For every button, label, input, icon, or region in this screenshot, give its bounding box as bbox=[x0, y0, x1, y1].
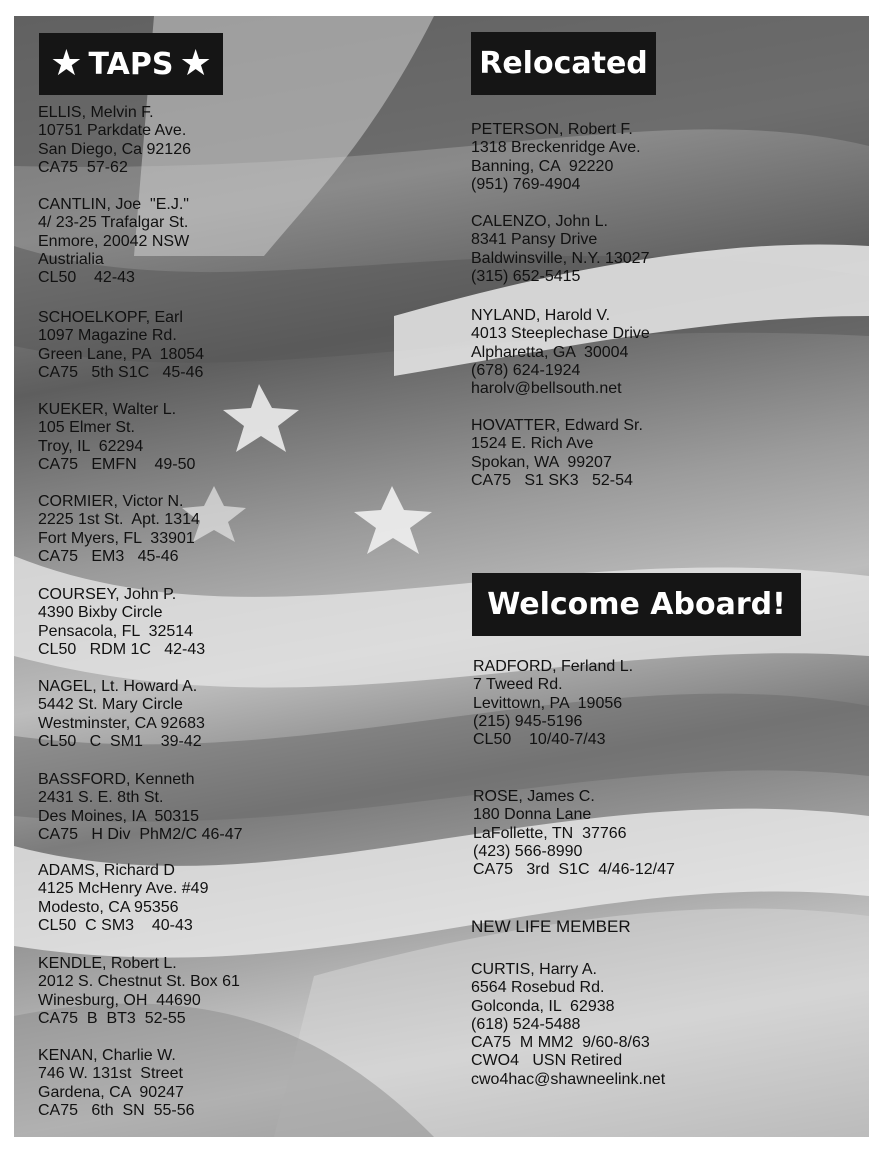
entry-line: Baldwinsville, N.Y. 13027 bbox=[471, 249, 650, 267]
entry-line: Fort Myers, FL 33901 bbox=[38, 529, 195, 547]
entry-line: CORMIER, Victor N. bbox=[38, 493, 184, 510]
entry-line: BASSFORD, Kenneth bbox=[38, 771, 195, 788]
entry-line: CL50 C SM3 40-43 bbox=[38, 916, 193, 934]
entry-line: SCHOELKOPF, Earl bbox=[38, 309, 183, 326]
relocated-entry bbox=[471, 213, 649, 286]
entry-line: CA75 M MM2 9/60-8/63 bbox=[471, 1034, 650, 1052]
taps-title: TAPS bbox=[88, 46, 174, 82]
star-icon: ★ bbox=[50, 43, 83, 84]
entry-line: CWO4 USN Retired bbox=[471, 1052, 623, 1070]
entry-line[interactable]: cwo4hac@shawneelink.net bbox=[471, 1070, 666, 1088]
entry-line: CA75 6th SN 55-56 bbox=[38, 1101, 195, 1119]
entry-line: Spokan, WA 99207 bbox=[471, 453, 612, 471]
taps-entry bbox=[38, 862, 208, 935]
entry-line: Alpharetta, GA 30004 bbox=[471, 343, 629, 361]
relocated-entry bbox=[471, 417, 643, 490]
entry-line: Green Lane, PA 18054 bbox=[38, 345, 205, 363]
taps-entry bbox=[38, 771, 243, 844]
entry-line: San Diego, Ca 92126 bbox=[38, 140, 191, 158]
entry-line: Modesto, CA 95356 bbox=[38, 898, 179, 916]
entry-line: Troy, IL 62294 bbox=[38, 437, 144, 455]
entry-line: KENDLE, Robert L. bbox=[38, 955, 177, 972]
entry-line: 10751 Parkdate Ave. bbox=[38, 122, 187, 140]
welcome-entry bbox=[473, 658, 633, 749]
taps-entry bbox=[38, 586, 205, 659]
entry-line: RADFORD, Ferland L. bbox=[473, 658, 634, 675]
entry-line: Banning, CA 92220 bbox=[471, 157, 614, 175]
taps-entry bbox=[38, 678, 205, 751]
entry-line: CURTIS, Harry A. bbox=[471, 961, 597, 978]
entry-line: Levittown, PA 19056 bbox=[473, 694, 623, 712]
taps-entry bbox=[38, 401, 195, 474]
entry-line: Austrialia bbox=[38, 250, 104, 268]
relocated-header bbox=[471, 32, 656, 95]
star-decoration bbox=[223, 384, 299, 452]
entry-line[interactable]: harolv@bellsouth.net bbox=[471, 380, 622, 398]
entry-line: NAGEL, Lt. Howard A. bbox=[38, 678, 198, 695]
star-icon: ★ bbox=[179, 43, 212, 84]
entry-line: Pensacola, FL 32514 bbox=[38, 622, 194, 640]
entry-line: (678) 624-1924 bbox=[471, 361, 581, 379]
entry-line: CALENZO, John L. bbox=[471, 213, 608, 230]
entry-line: ELLIS, Melvin F. bbox=[38, 104, 154, 121]
taps-entry bbox=[38, 196, 189, 287]
entry-line: PETERSON, Robert F. bbox=[471, 121, 633, 138]
entry-line: ROSE, James C. bbox=[473, 788, 595, 805]
entry-line: (951) 769-4904 bbox=[471, 175, 581, 193]
entry-line: KENAN, Charlie W. bbox=[38, 1047, 176, 1064]
welcome-entry bbox=[473, 788, 675, 879]
entry-line: NYLAND, Harold V. bbox=[471, 307, 611, 324]
entry-line: 1318 Breckenridge Ave. bbox=[471, 139, 641, 157]
entry-line: 2431 S. E. 8th St. bbox=[38, 789, 164, 807]
entry-line: Gardena, CA 90247 bbox=[38, 1083, 184, 1101]
entry-line: CA75 S1 SK3 52-54 bbox=[471, 471, 633, 489]
entry-line: (423) 566-8990 bbox=[473, 842, 583, 860]
entry-line: Des Moines, IA 50315 bbox=[38, 807, 199, 825]
relocated-title: Relocated bbox=[479, 46, 648, 81]
entry-line: CA75 B BT3 52-55 bbox=[38, 1009, 186, 1027]
entry-line: CA75 EM3 45-46 bbox=[38, 547, 179, 565]
entry-line: 2225 1st St. Apt. 1314 bbox=[38, 511, 200, 529]
welcome-header bbox=[472, 573, 801, 636]
entry-line: 1524 E. Rich Ave bbox=[471, 435, 594, 453]
taps-entry bbox=[38, 1047, 195, 1120]
taps-entry bbox=[38, 955, 240, 1028]
entry-line: 8341 Pansy Drive bbox=[471, 231, 598, 249]
entry-line: (618) 524-5488 bbox=[471, 1015, 581, 1033]
entry-line: CL50 42-43 bbox=[38, 269, 135, 287]
entry-line: CA75 5th S1C 45-46 bbox=[38, 363, 204, 381]
welcome-title: Welcome Aboard! bbox=[487, 587, 786, 622]
entry-line: Enmore, 20042 NSW bbox=[38, 232, 190, 250]
entry-line: 2012 S. Chestnut St. Box 61 bbox=[38, 973, 240, 991]
entry-line: 105 Elmer St. bbox=[38, 419, 135, 437]
star-decoration bbox=[354, 486, 432, 554]
entry-line: 1097 Magazine Rd. bbox=[38, 327, 177, 345]
entry-line: CL50 10/40-7/43 bbox=[473, 731, 606, 749]
entry-line: 4013 Steeplechase Drive bbox=[471, 325, 650, 343]
entry-line: Westminster, CA 92683 bbox=[38, 714, 205, 732]
taps-entry bbox=[38, 104, 191, 177]
entry-line: CA75 H Div PhM2/C 46-47 bbox=[38, 825, 243, 843]
entry-line: 7 Tweed Rd. bbox=[473, 676, 563, 694]
relocated-entry bbox=[471, 307, 650, 398]
entry-line: CANTLIN, Joe "E.J." bbox=[38, 196, 189, 213]
entry-line: LaFollette, TN 37766 bbox=[473, 824, 627, 842]
entry-line: (315) 652-5415 bbox=[471, 267, 581, 285]
entry-line: 5442 St. Mary Circle bbox=[38, 696, 183, 714]
entry-line: CL50 C SM1 39-42 bbox=[38, 732, 202, 750]
entry-line: (215) 945-5196 bbox=[473, 712, 583, 730]
entry-line: 6564 Rosebud Rd. bbox=[471, 979, 605, 997]
entry-line: Winesburg, OH 44690 bbox=[38, 991, 201, 1009]
entry-line: CL50 RDM 1C 42-43 bbox=[38, 640, 206, 658]
taps-entry bbox=[38, 309, 204, 382]
taps-header bbox=[39, 33, 223, 95]
taps-entry bbox=[38, 493, 200, 566]
new-life-member-entry bbox=[471, 961, 665, 1089]
entry-line: KUEKER, Walter L. bbox=[38, 401, 177, 418]
entry-line: ADAMS, Richard D bbox=[38, 862, 175, 879]
entry-line: CA75 EMFN 49-50 bbox=[38, 455, 196, 473]
entry-line: 180 Donna Lane bbox=[473, 806, 592, 824]
entry-line: CA75 3rd S1C 4/46-12/47 bbox=[473, 861, 675, 879]
entry-line: HOVATTER, Edward Sr. bbox=[471, 417, 643, 434]
entry-line: 746 W. 131st Street bbox=[38, 1065, 183, 1083]
entry-line: 4390 Bixby Circle bbox=[38, 604, 163, 622]
entry-line: 4/ 23-25 Trafalgar St. bbox=[38, 214, 189, 232]
relocated-entry bbox=[471, 121, 641, 194]
new-life-member-label: NEW LIFE MEMBER bbox=[471, 917, 631, 936]
entry-line: CA75 57-62 bbox=[38, 158, 128, 176]
entry-line: Golconda, IL 62938 bbox=[471, 997, 615, 1015]
entry-line: 4125 McHenry Ave. #49 bbox=[38, 880, 209, 898]
entry-line: COURSEY, John P. bbox=[38, 586, 177, 603]
